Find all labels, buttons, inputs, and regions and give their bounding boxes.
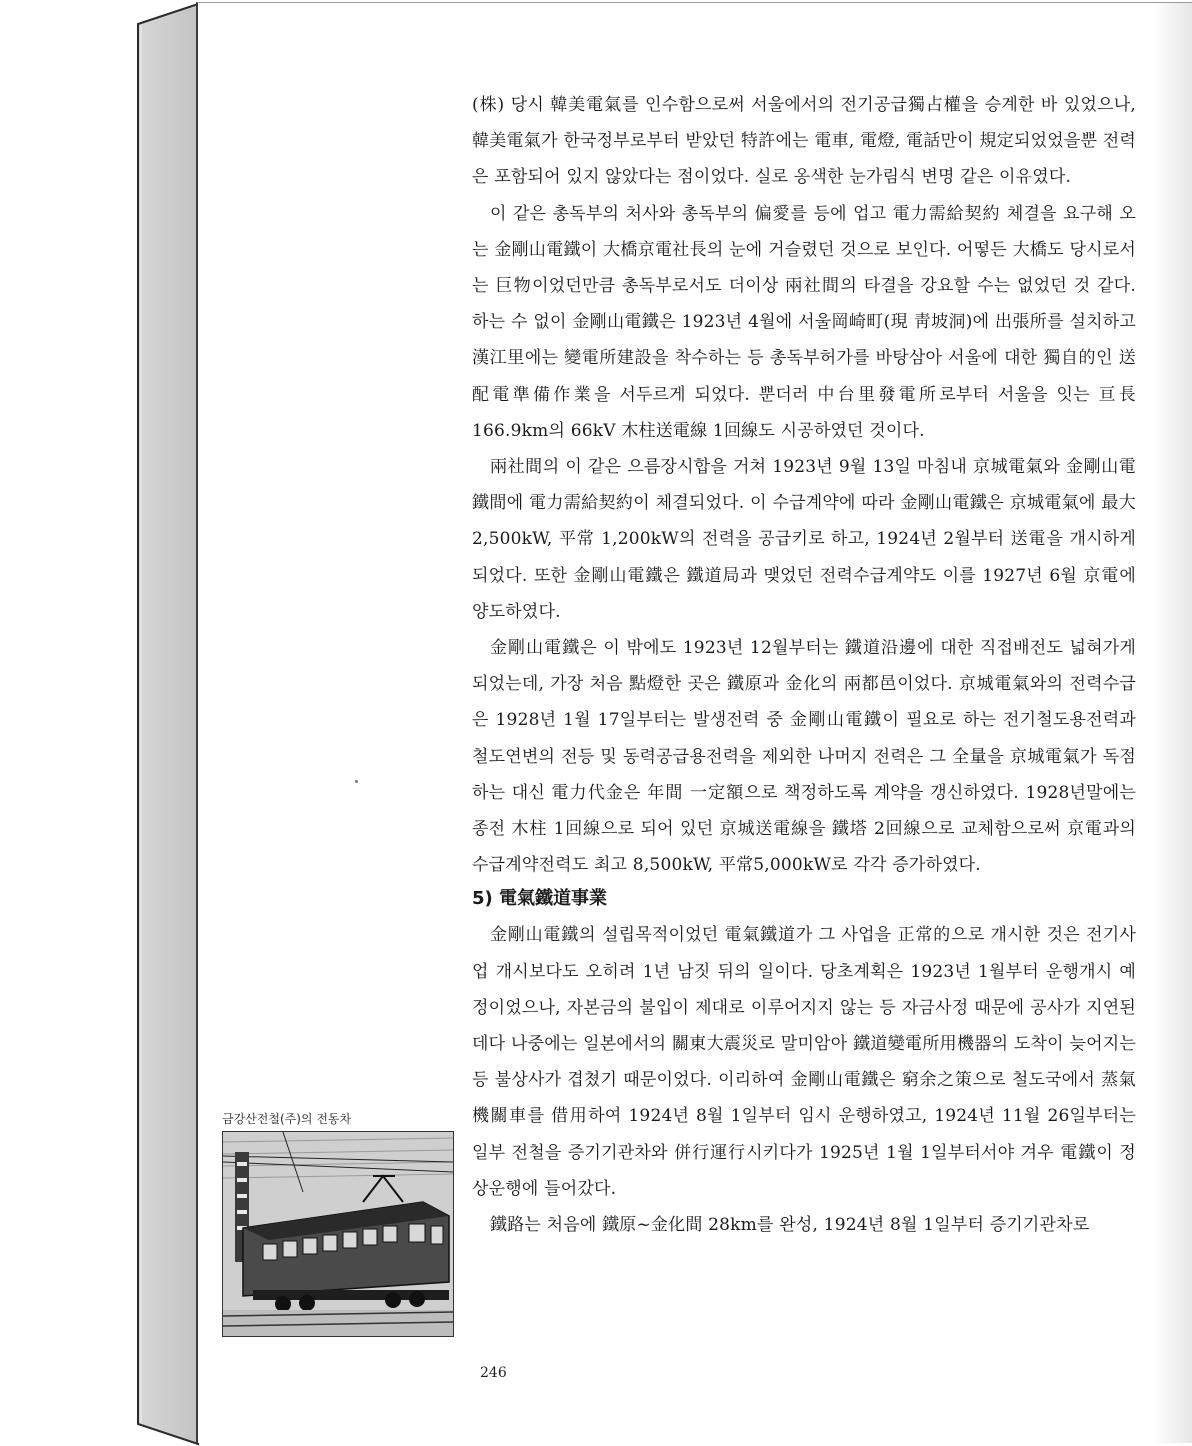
book-page — [196, 2, 1192, 1443]
book-spine-edge — [0, 0, 200, 1446]
paragraph: 兩社間의 이 같은 으름장시합을 거쳐 1923년 9월 13일 마침내 京城電氣와 金剛山電鐵間에 電力需給契約이 체결되었다. 이 수급계약에 따라 金剛山電鐵은 京城電氣에 最大 2,500kW, 平常 1,200kW의 전력을 공급키로 하고, 1924년 2월부터 送電을 개시하게 되었다. 또한 金剛山電鐵은 鐵道局과 맺었던 전력수급계약도 이를 1927년 6월 京電에 양도하였다. — [472, 457, 1136, 622]
photo-caption: 금강산전철(주)의 전동차 — [222, 1112, 352, 1126]
paragraph: (株) 당시 韓美電氣를 인수함으로써 서울에서의 전기공급獨占權을 승계한 바 있었으나, 韓美電氣가 한국정부로부터 받았던 特許에는 電車, 電燈, 電話만이 規定되었었을뿐 전력은 포함되어 있지 않았다는 점이었다. 실로 옹색한 눈가림식 변명 같은 이유였다. — [472, 95, 1136, 188]
paragraph: 鐵路는 처음에 鐵原~金化間 28km를 완성, 1924년 8월 1일부터 증기기관차로 — [490, 1215, 1090, 1236]
page-edge-shading — [1152, 3, 1192, 1443]
paragraph: 金剛山電鐵은 이 밖에도 1923년 12월부터는 鐵道沿邊에 대한 직접배전도 넓혀가게 되었는데, 가장 처음 點燈한 곳은 鐵原과 金化의 兩都邑이었다. 京城電氣와의 전력수급은 1928년 1월 17일부터는 발생전력 중 金剛山電鐵이 필요로 하는 전기철도용전력과 철도연변의 전등 및 동력공급용전력을 제외한 나머지 전력은 그 全量을 京城電氣가 독점하는 대신 電力代金은 年間 一定額으로 책정하도록 계약을 갱신하였다. 1928년말에는 종전 木柱 1回線으로 되어 있던 京城送電線을 鐵塔 2回線으로 교체함으로써 京電과의 수급계약전력도 최고 8,500kW, 平常5,000kW로 각각 증가하였다. — [472, 638, 1136, 876]
page-number: 246 — [480, 1365, 507, 1381]
scan-speck — [355, 780, 358, 783]
paragraph: 이 같은 총독부의 처사와 총독부의 偏愛를 등에 업고 電力需給契約 체결을 요구해 오는 金剛山電鐵이 大橋京電社長의 눈에 거슬렸던 것으로 보인다. 어떻든 大橋도 당시로서는 巨物이었던만큼 총독부로서도 더이상 兩社間의 타결을 강요할 수는 없었던 것 같다. 하는 수 없이 金剛山電鐵은 1923년 4월에 서울岡崎町(現 靑坡洞)에 出張所를 설치하고 漢江里에는 變電所建設을 착수하는 등 총독부허가를 바탕삼아 서울에 대한 獨自的인 送配電準備作業을 서두르게 되었다. 뿐더러 中台里發電所로부터 서울을 잇는 亘長 166.9km의 66kV 木柱送電線 1回線도 시공하였던 것이다. — [472, 203, 1136, 441]
section-heading: 5) 電氣鐵道事業 — [472, 888, 608, 910]
paragraph: 金剛山電鐵의 설립목적이었던 電氣鐵道가 그 사업을 正常的으로 개시한 것은 전기사업 개시보다도 오히려 1년 남짓 뒤의 일이다. 당초계획은 1923년 1월부터 운행개시 예정이었으나, 자본금의 불입이 제대로 이루어지지 않는 등 자금사정 때문에 공사가 지연된데다 나중에는 일본에서의 關東大震災로 말미암아 鐵道變電所用機器의 도착이 늦어지는 등 불상사가 겹쳤기 때문이었다. 이리하여 金剛山電鐵은 窮余之策으로 철도국에서 蒸氣機關車를 借用하여 1924년 8월 1일부터 임시 운행하였고, 1924년 11월 26일부터는 일부 전철을 증기기관차와 併行運行시키다가 1925년 1월 1일부터서야 겨우 電鐵이 정상운행에 들어갔다. — [472, 925, 1136, 1199]
electric-train-photo — [222, 1131, 454, 1337]
body-text-column — [472, 87, 1136, 1243]
